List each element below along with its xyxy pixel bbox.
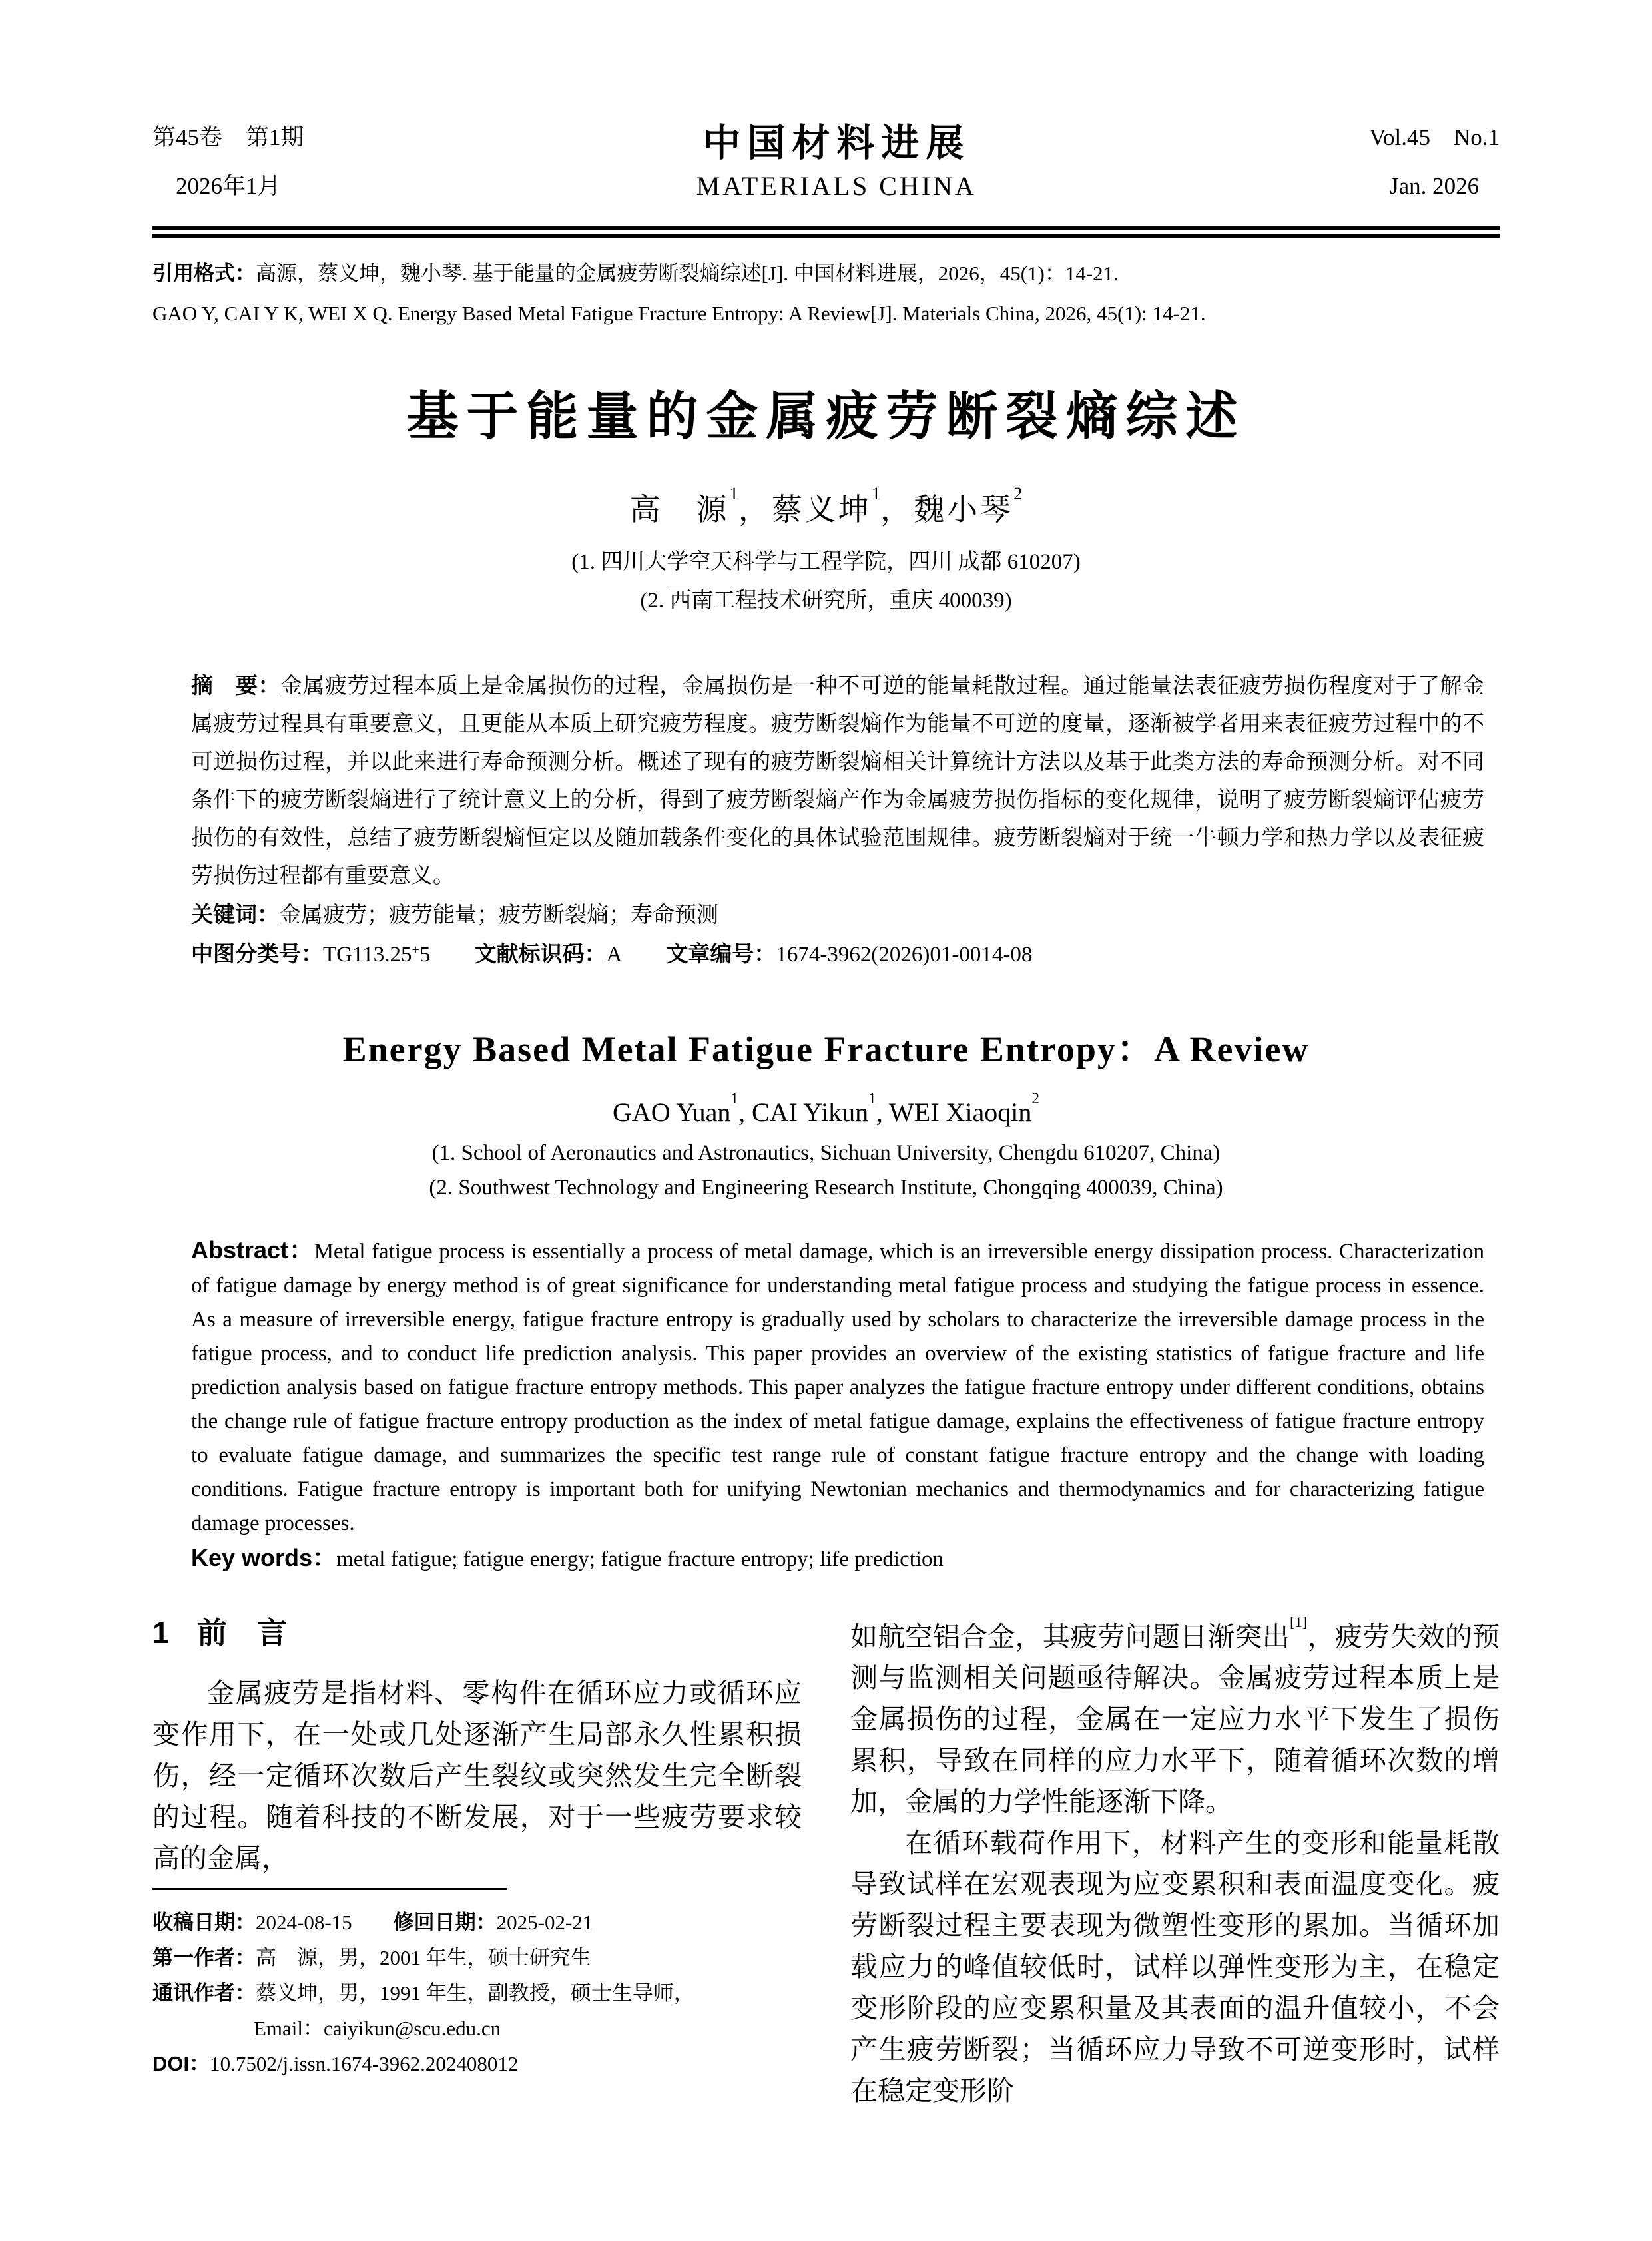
author-en-1: [612, 1089, 738, 1127]
author-cn-2: ，蔡义坤$^1$: [738, 483, 881, 527]
header-center: [696, 121, 977, 201]
volume-issue-en: Vol.45 No.1: [1369, 124, 1500, 150]
citation-en: GAO Y, CAI Y K, WEI X Q. Energy Based Metal Fatigue Fracture Entropy: A Review[J]. Materials China, 2026, 45(1): 14-21.: [152, 302, 1206, 325]
right-column: [850, 1611, 1500, 2112]
section-title: 前 言: [197, 1615, 288, 1650]
journal-title-cn: 中国材料进展: [702, 121, 971, 164]
journal-title-en: MATERIALS CHINA: [696, 170, 977, 201]
keywords-en: [191, 1541, 1484, 1577]
citation-label: 引用格式：: [152, 262, 256, 285]
section-number: 1: [152, 1615, 170, 1650]
reference-1-marker: [1]: [1289, 1614, 1308, 1631]
author-cn-1: [629, 483, 738, 527]
abstract-cn: [191, 666, 1484, 895]
intro-paragraph-2: 在循环载荷作用下，材料产生的变形和能量耗散导致试样在宏观表现为应变累积和表面温度变化。疲劳断裂过程主要表现为微塑性变形的累加。当循环加载应力的峰值较低时，试样以弹性变形为主，在稳定变形阶段的应变累积量及其表面的温升值较小，不会产生疲劳断裂；当循环应力导致不可逆变形时，试样在稳定变形阶: [850, 1828, 1500, 2107]
abstract-en: [191, 1233, 1484, 1541]
keywords-label-cn: 关键词：: [191, 901, 279, 927]
section-1-heading: [152, 1615, 802, 1651]
footnote-doi: DOI：10.7502/j.issn.1674-3962.202408012: [152, 2051, 519, 2075]
affiliation-en-1: (1. School of Aeronautics and Astronautics, Sichuan University, Chengdu 610207, China): [431, 1140, 1221, 1165]
keywords-label-en: Key words：: [191, 1543, 337, 1571]
authors-en: [152, 1089, 1500, 1128]
affiliation-en-2: (2. Southwest Technology and Engineering Research Institute, Chongqing 400039, China): [429, 1175, 1223, 1200]
clc-line: [191, 935, 1484, 977]
header-divider: [152, 226, 1500, 238]
article-id: 文章编号：1674-3962(2026)01-0014-08: [666, 941, 1033, 967]
affiliations-en: [152, 1136, 1500, 1205]
author-name: 魏小琴: [914, 492, 1014, 527]
email-address: caiyikun@scu.edu.cn: [324, 2016, 501, 2040]
authors-cn: [152, 485, 1500, 529]
author-en-2: , CAI Yikun$^1$: [738, 1089, 876, 1127]
author-name: 高 源: [629, 492, 730, 527]
abstract-block-en: [191, 1233, 1484, 1577]
abstract-text-cn: 金属疲劳过程本质上是金属损伤的过程，金属损伤是一种不可逆的能量耗散过程。通过能量法表征疲劳损伤程度对于了解金属疲劳过程具有重要意义，且更能从本质上研究疲劳程度。疲劳断裂熵作为能量不可逆的度量，逐渐被学者用来表征疲劳过程中的不可逆损伤过程，并以此来进行寿命预测分析。概述了现有的疲劳断裂熵相关计算统计方法以及基于此类方法的寿命预测分析。对不同条件下的疲劳断裂熵进行了统计意义上的分析，得到了疲劳断裂熵产作为金属疲劳损伤指标的变化规律，说明了疲劳断裂熵评估疲劳损伤的有效性，总结了疲劳断裂熵恒定以及随加载条件变化的具体试验范围规律。疲劳断裂熵对于统一牛顿力学和热力学以及表征疲劳损伤过程都有重要意义。: [191, 674, 1485, 888]
affiliations-cn: [152, 543, 1500, 620]
author-affil-sup: 2: [1031, 1089, 1040, 1107]
citation-text-cn: 高源，蔡义坤，魏小琴. 基于能量的金属疲劳断裂熵综述[J]. 中国材料进展，2026，45(1)：14-21.: [256, 262, 1119, 285]
article-title-en: Energy Based Metal Fatigue Fracture Entropy：A Review: [342, 1029, 1310, 1069]
author-name: GAO Yuan: [612, 1097, 731, 1127]
received-date: 2024-08-15: [256, 1910, 352, 1934]
footnote-corresponding: 通讯作者：蔡义坤，男，1991 年生，副教授，硕士生导师，: [152, 1981, 694, 2005]
citation-cn: [152, 254, 1500, 294]
author-en-3: , WEI Xiaoqin$^2$: [876, 1089, 1040, 1127]
doi-value: 10.7502/j.issn.1674-3962.202408012: [210, 2051, 519, 2075]
author-name: WEI Xiaoqin: [889, 1097, 1032, 1127]
author-affil-sup: 1: [729, 483, 738, 503]
author-affil-sup: 1: [871, 483, 881, 503]
abstract-text-en: Metal fatigue process is essentially a process of metal damage, which is an irreversible energy dissipation process. Characterization of fatigue damage by energy method is of great significance for understanding metal fatigue process and studying the fatigue process in essence. As a measure of irreversible energy, fatigue fracture entropy is gradually used by scholars to characterize the irreversible damage process in the fatigue process, and to conduct life prediction analysis. This paper provides an overview of the existing statistics of fatigue fracture and life prediction analysis based on fatigue fracture entropy methods. This paper analyzes the fatigue fracture entropy under different conditions, obtains the change rule of fatigue fracture entropy production as the index of metal fatigue damage, explains the effectiveness of fatigue fracture entropy to evaluate fatigue damage, and summarizes the specific test range rule of constant fatigue fracture entropy and the change with loading conditions. Fatigue fracture entropy is important both for unifying Newtonian mechanics and thermodynamics and for characterizing fatigue damage processes.: [191, 1239, 1484, 1535]
intro-paragraph-right: 如航空铝合金，其疲劳问题日渐突出[1]，疲劳失效的预测与监测相关问题亟待解决。金属疲劳过程本质上是金属损伤的过程，金属在一定应力水平下发生了损伤累积，导致在同样的应力水平下，随着循环次数的增加，金属的力学性能逐渐下降。: [850, 1614, 1500, 1818]
body-columns: [152, 1611, 1500, 2112]
keywords-text-en: metal fatigue; fatigue energy; fatigue fracture entropy; life prediction: [336, 1547, 944, 1571]
citation-block: [152, 254, 1500, 334]
footnote-rule: [152, 1888, 507, 1890]
footnote-block: [152, 1888, 802, 2081]
issue-date-cn: 2026年1月: [176, 173, 281, 199]
document-code: 文献标识码：A: [474, 941, 623, 967]
author-affil-sup: 1: [730, 1089, 738, 1107]
footnote-dates: 收稿日期：2024-08-15 修回日期：2025-02-21: [152, 1910, 593, 1934]
page-content: [152, 0, 1500, 2111]
article-title-cn: 基于能量的金属疲劳断裂熵综述: [406, 387, 1246, 445]
header-right: [1369, 126, 1500, 198]
author-name: CAI Yikun: [751, 1097, 869, 1127]
intro-paragraph-left: 金属疲劳是指材料、零构件在循环应力或循环应变作用下，在一处或几处逐渐产生局部永久性累积损伤，经一定循环次数后产生裂纹或突然发生完全断裂的过程。随着科技的不断发展，对于一些疲劳要求较高的金属，: [152, 1677, 802, 1873]
affiliation-cn-2: (2. 西南工程技术研究所，重庆 400039): [640, 588, 1012, 613]
author-affil-sup: 1: [868, 1089, 876, 1107]
issue-date-en: Jan. 2026: [1390, 173, 1480, 199]
author-name: 蔡义坤: [771, 492, 872, 527]
header-left: [152, 126, 304, 198]
volume-issue-cn: 第45卷 第1期: [152, 124, 304, 150]
author-cn-3: ，魏小琴$^2$: [880, 483, 1023, 527]
footnote-first-author: 第一作者：高 源，男，2001 年生，硕士研究生: [152, 1945, 591, 1969]
keywords-cn: [191, 895, 1484, 935]
keywords-text-cn: 金属疲劳；疲劳能量；疲劳断裂熵；寿命预测: [279, 903, 718, 927]
footnote-email: Email：caiyikun@scu.edu.cn: [254, 2016, 501, 2040]
abstract-label-en: Abstract：: [191, 1236, 314, 1264]
affiliation-cn-1: (1. 四川大学空天科学与工程学院，四川 成都 610207): [571, 549, 1081, 574]
left-column: [152, 1611, 802, 2112]
revised-date: 2025-02-21: [496, 1910, 593, 1934]
journal-header: [152, 0, 1500, 209]
footnote-lines: [152, 1905, 802, 2081]
author-affil-sup: 2: [1013, 483, 1023, 503]
clc-number: 中图分类号：TG113.25+5: [191, 941, 431, 967]
abstract-block-cn: [191, 666, 1484, 977]
abstract-label-cn: 摘 要：: [191, 672, 280, 698]
